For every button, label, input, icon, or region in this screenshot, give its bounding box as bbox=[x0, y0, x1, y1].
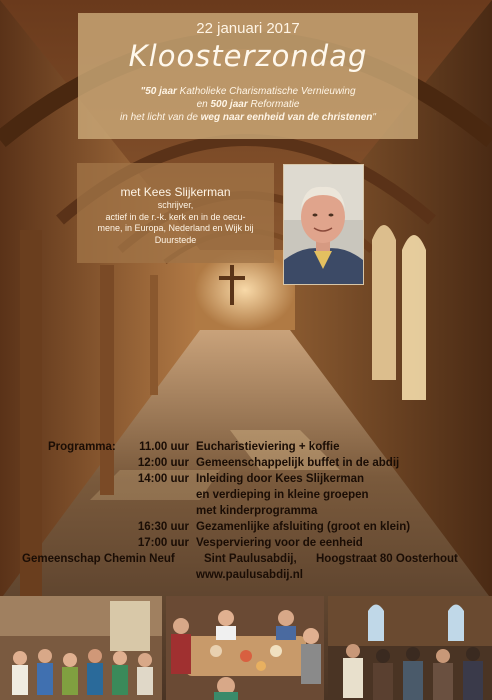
speaker-bio: schrijver, actief in de r.-k. kerk en in de oecu- mene, in Europa, Nederland en Wijk bij Duurstede bbox=[97, 200, 254, 245]
photo-shared-meal bbox=[166, 596, 324, 700]
speaker-portrait-photo bbox=[283, 164, 364, 285]
community-name: Gemeenschap Chemin Neuf bbox=[22, 553, 175, 565]
photo-children-service bbox=[0, 596, 162, 700]
place-name: Sint Paulusabdij, bbox=[204, 553, 297, 565]
speaker-panel bbox=[77, 163, 274, 263]
event-date: 22 januari 2017 bbox=[196, 20, 300, 37]
event-subtitle: "50 jaar Katholieke Charismatische Vernieuwing en 500 jaar Reformatie in het licht van de weg naar eenheid van de christenen" bbox=[120, 86, 376, 123]
website-link[interactable]: www.paulusabdij.nl bbox=[196, 569, 303, 581]
event-title: Kloosterzondag bbox=[128, 39, 368, 73]
programme-label: Programma: bbox=[48, 441, 116, 453]
photo-church-gathering bbox=[328, 596, 492, 700]
speaker-name: met Kees Slijkerman bbox=[120, 185, 231, 199]
title-panel bbox=[78, 13, 418, 139]
address: Hoogstraat 80 Oosterhout bbox=[316, 553, 458, 565]
